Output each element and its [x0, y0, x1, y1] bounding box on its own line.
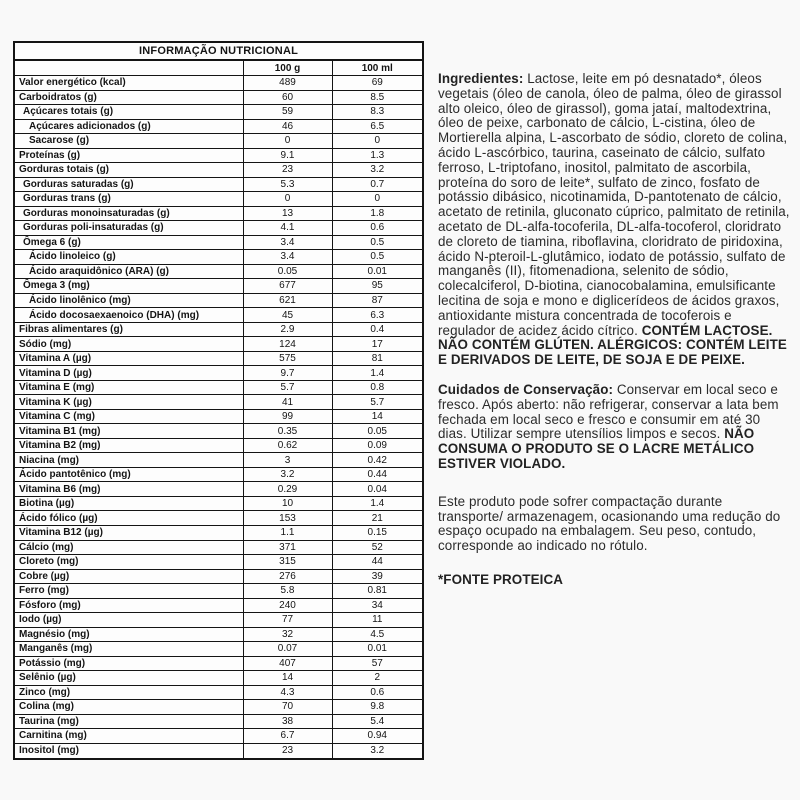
table-row [14, 627, 423, 642]
table-row [14, 714, 423, 729]
nutrient-label: Zinco (mg) [14, 685, 243, 700]
value-100g: 240 [243, 598, 332, 613]
value-100ml: 6.3 [332, 308, 423, 323]
nutrient-label: Ferro (mg) [14, 584, 243, 599]
table-row [14, 235, 423, 250]
value-100ml: 2 [332, 671, 423, 686]
value-100g: 3.4 [243, 250, 332, 265]
table-row [14, 163, 423, 178]
nutrient-label: Ácido linoleico (g) [14, 250, 243, 265]
value-100ml: 0.81 [332, 584, 423, 599]
nutrient-label: Niacina (mg) [14, 453, 243, 468]
table-row [14, 438, 423, 453]
value-100g: 13 [243, 206, 332, 221]
value-100g: 38 [243, 714, 332, 729]
nutrient-label: Vitamina E (mg) [14, 380, 243, 395]
value-100g: 77 [243, 613, 332, 628]
table-row [14, 424, 423, 439]
table-row [14, 540, 423, 555]
value-100g: 153 [243, 511, 332, 526]
value-100g: 0.05 [243, 264, 332, 279]
table-row [14, 351, 423, 366]
nutrient-label: Vitamina A (µg) [14, 351, 243, 366]
table-row [14, 453, 423, 468]
value-100ml: 57 [332, 656, 423, 671]
table-row [14, 685, 423, 700]
value-100ml: 34 [332, 598, 423, 613]
value-100ml: 0.7 [332, 177, 423, 192]
nutrient-label: Cobre (µg) [14, 569, 243, 584]
nutrient-label: Gorduras trans (g) [14, 192, 243, 207]
nutrient-label: Ácido araquidônico (ARA) (g) [14, 264, 243, 279]
value-100g: 2.9 [243, 322, 332, 337]
table-row [14, 395, 423, 410]
nutrient-label: Cloreto (mg) [14, 555, 243, 570]
value-100ml: 5.4 [332, 714, 423, 729]
ingredients-paragraph [438, 72, 790, 368]
table-row [14, 743, 423, 759]
table-row [14, 206, 423, 221]
table-row [14, 105, 423, 120]
value-100ml: 0.6 [332, 685, 423, 700]
value-100ml: 87 [332, 293, 423, 308]
table-row [14, 337, 423, 352]
value-100g: 1.1 [243, 525, 332, 540]
nutrient-label: Vitamina B2 (mg) [14, 438, 243, 453]
bold-text-segment: *FONTE PROTEICA [438, 571, 563, 587]
value-100g: 41 [243, 395, 332, 410]
table-row [14, 177, 423, 192]
nutrient-label: Colina (mg) [14, 700, 243, 715]
value-100ml: 0.04 [332, 482, 423, 497]
value-100ml: 17 [332, 337, 423, 352]
table-row [14, 569, 423, 584]
value-100ml: 0.01 [332, 264, 423, 279]
table-row [14, 76, 423, 91]
value-100ml: 0.42 [332, 453, 423, 468]
value-100ml: 52 [332, 540, 423, 555]
nutrient-label: Vitamina B6 (mg) [14, 482, 243, 497]
value-100ml: 11 [332, 613, 423, 628]
nutrient-label: Ácido docosaexaenoico (DHA) (mg) [14, 308, 243, 323]
nutrient-label: Ômega 6 (g) [14, 235, 243, 250]
table-row [14, 90, 423, 105]
nutrient-label: Gorduras monoinsaturadas (g) [14, 206, 243, 221]
nutrient-label: Gorduras saturadas (g) [14, 177, 243, 192]
value-100ml: 69 [332, 76, 423, 91]
table-row [14, 511, 423, 526]
nutrient-label: Inositol (mg) [14, 743, 243, 759]
value-100g: 575 [243, 351, 332, 366]
table-row [14, 308, 423, 323]
table-row [14, 322, 423, 337]
table-title-row [14, 42, 423, 60]
table-row [14, 148, 423, 163]
table-row [14, 482, 423, 497]
nutrient-label: Fibras alimentares (g) [14, 322, 243, 337]
table-row [14, 598, 423, 613]
value-100g: 4.3 [243, 685, 332, 700]
table-row [14, 584, 423, 599]
nutrient-label: Vitamina C (mg) [14, 409, 243, 424]
table-title: INFORMAÇÃO NUTRICIONAL [14, 42, 423, 60]
value-100ml: 81 [332, 351, 423, 366]
text-segment: Conservar em local seco e fresco. Após aberto: não refrigerar, conservar a lata bem fechada em local seco e fresco e consumir em até 30 dias. Utilizar sempre utensílios limpos e secos. [438, 381, 779, 442]
value-100ml: 0.5 [332, 250, 423, 265]
nutrient-label: Ômega 3 (mg) [14, 279, 243, 294]
value-100ml: 0.15 [332, 525, 423, 540]
value-100ml: 4.5 [332, 627, 423, 642]
table-row [14, 496, 423, 511]
value-100ml: 0.44 [332, 467, 423, 482]
value-100g: 5.7 [243, 380, 332, 395]
table-row [14, 613, 423, 628]
table-row [14, 192, 423, 207]
table-row [14, 293, 423, 308]
nutrient-label: Vitamina D (µg) [14, 366, 243, 381]
value-100g: 70 [243, 700, 332, 715]
table-row [14, 656, 423, 671]
value-100g: 4.1 [243, 221, 332, 236]
value-100g: 0 [243, 192, 332, 207]
value-100g: 60 [243, 90, 332, 105]
value-100ml: 8.5 [332, 90, 423, 105]
value-100g: 276 [243, 569, 332, 584]
value-100ml: 0.05 [332, 424, 423, 439]
table-row [14, 134, 423, 149]
nutrient-label: Valor energético (kcal) [14, 76, 243, 91]
nutrient-label: Iodo (µg) [14, 613, 243, 628]
value-100ml: 14 [332, 409, 423, 424]
bold-text-segment: Cuidados de Conservação: [438, 381, 617, 397]
nutrient-label: Carboidratos (g) [14, 90, 243, 105]
nutrient-label: Vitamina K (µg) [14, 395, 243, 410]
value-100g: 5.3 [243, 177, 332, 192]
value-100ml: 21 [332, 511, 423, 526]
conservation-paragraph [438, 383, 790, 472]
value-100ml: 5.7 [332, 395, 423, 410]
table-row [14, 279, 423, 294]
value-100g: 5.8 [243, 584, 332, 599]
value-100ml: 6.5 [332, 119, 423, 134]
nutrient-label: Gorduras poli-insaturadas (g) [14, 221, 243, 236]
value-100ml: 1.4 [332, 366, 423, 381]
value-100g: 6.7 [243, 729, 332, 744]
text-segment: Lactose, leite em pó desnatado*, óleos vegetais (óleo de canola, óleo de palma, óleo de girassol alto oleico, óleo de girassol), goma jataí, maltodextrina, óleo de peixe, carbonato de cálcio, L-cistina, óleo de Mortierella alpina, L-ascorbato de sódio, cloreto de colina, ácido L-ascórbico, taurina, caseinato de cálcio, sulfato ferroso, L-triptofano, inositol, palmitato de ascorbila, proteína do soro de leite*, sulfato de zinco, fosfato de potássio dibásico, nicotinamida, D-pantotenato de cálcio, acetato de retinila, gluconato cúprico, palmitato de retinila, acetato de DL-alfa-tocoferila, DL-alfa-tocoferol, cloridrato de cloreto de tiamina, riboflavina, cloridrato de piridoxina, ácido N-pteroil-L-glutâmico, iodato de potássio, sulfato de manganês (II), fitomenadiona, selenito de sódio, colecalciferol, D-biotina, cianocobalamina, emulsificante lecitina de soja e mono e diglicerídeos de ácidos graxos, antioxidante mistura concentrada de tocoferois e regulador de acidez ácido cítrico. [438, 71, 790, 338]
col-header-100ml: 100 ml [332, 60, 423, 76]
nutrient-label: Sacarose (g) [14, 134, 243, 149]
value-100g: 0.29 [243, 482, 332, 497]
nutrient-label: Açúcares adicionados (g) [14, 119, 243, 134]
nutrition-table [13, 41, 424, 760]
value-100ml: 1.8 [332, 206, 423, 221]
table-row [14, 729, 423, 744]
value-100ml: 9.8 [332, 700, 423, 715]
table-row [14, 221, 423, 236]
value-100g: 407 [243, 656, 332, 671]
value-100g: 124 [243, 337, 332, 352]
table-row [14, 366, 423, 381]
table-row [14, 250, 423, 265]
nutrient-label: Vitamina B12 (µg) [14, 525, 243, 540]
nutrient-label: Manganês (mg) [14, 642, 243, 657]
value-100ml: 0 [332, 192, 423, 207]
value-100ml: 3.2 [332, 743, 423, 759]
value-100ml: 0.6 [332, 221, 423, 236]
value-100ml: 39 [332, 569, 423, 584]
value-100g: 23 [243, 163, 332, 178]
value-100g: 677 [243, 279, 332, 294]
value-100g: 489 [243, 76, 332, 91]
table-row [14, 264, 423, 279]
value-100ml: 3.2 [332, 163, 423, 178]
value-100ml: 0.8 [332, 380, 423, 395]
value-100g: 46 [243, 119, 332, 134]
nutrient-label: Potássio (mg) [14, 656, 243, 671]
value-100ml: 0.94 [332, 729, 423, 744]
value-100g: 14 [243, 671, 332, 686]
value-100g: 0.07 [243, 642, 332, 657]
value-100g: 0.35 [243, 424, 332, 439]
value-100g: 0 [243, 134, 332, 149]
value-100ml: 8.3 [332, 105, 423, 120]
nutrient-label: Ácido linolênico (mg) [14, 293, 243, 308]
value-100ml: 0.09 [332, 438, 423, 453]
value-100g: 621 [243, 293, 332, 308]
value-100ml: 1.4 [332, 496, 423, 511]
value-100ml: 0.5 [332, 235, 423, 250]
value-100ml: 95 [332, 279, 423, 294]
table-row [14, 119, 423, 134]
protein-source-note [438, 573, 790, 588]
nutrient-label: Taurina (mg) [14, 714, 243, 729]
nutrient-label: Carnitina (mg) [14, 729, 243, 744]
value-100g: 3.2 [243, 467, 332, 482]
value-100ml: 0 [332, 134, 423, 149]
table-row [14, 700, 423, 715]
value-100g: 45 [243, 308, 332, 323]
text-segment: Este produto pode sofrer compactação durante transporte/ armazenagem, ocasionando uma redução do espaço ocupado na embalagem. Seu peso, contudo, corresponde ao indicado no rótulo. [438, 493, 781, 554]
nutrient-label: Proteínas (g) [14, 148, 243, 163]
value-100ml: 0.4 [332, 322, 423, 337]
value-100g: 315 [243, 555, 332, 570]
bold-text-segment: NÃO CONSUMA O PRODUTO SE O LACRE METÁLICO ESTIVER VIOLADO. [438, 426, 755, 471]
table-row [14, 642, 423, 657]
nutrient-label: Fósforo (mg) [14, 598, 243, 613]
nutrient-label: Ácido pantotênico (mg) [14, 467, 243, 482]
value-100g: 59 [243, 105, 332, 120]
value-100ml: 44 [332, 555, 423, 570]
info-panel [438, 72, 790, 588]
nutrient-label: Vitamina B1 (mg) [14, 424, 243, 439]
table-row [14, 671, 423, 686]
unit-header-row [14, 60, 423, 76]
value-100ml: 0.01 [332, 642, 423, 657]
value-100g: 0.62 [243, 438, 332, 453]
col-header-100g: 100 g [243, 60, 332, 76]
bold-text-segment: Ingredientes: [438, 71, 528, 86]
value-100g: 99 [243, 409, 332, 424]
value-100g: 3 [243, 453, 332, 468]
nutrient-label: Açúcares totais (g) [14, 105, 243, 120]
value-100g: 23 [243, 743, 332, 759]
table-row [14, 380, 423, 395]
nutrient-label: Biotina (µg) [14, 496, 243, 511]
table-row [14, 525, 423, 540]
nutrient-label: Sódio (mg) [14, 337, 243, 352]
value-100g: 371 [243, 540, 332, 555]
value-100g: 3.4 [243, 235, 332, 250]
table-row [14, 409, 423, 424]
compaction-paragraph [438, 495, 790, 554]
nutrient-label: Selênio (µg) [14, 671, 243, 686]
bold-text-segment: CONTÉM LACTOSE. NÃO CONTÉM GLÚTEN. ALÉRGICOS: CONTÉM LEITE E DERIVADOS DE LEITE, DE SOJA E DE PEIXE. [438, 322, 787, 368]
empty-header-cell [14, 60, 243, 76]
value-100g: 9.7 [243, 366, 332, 381]
value-100g: 10 [243, 496, 332, 511]
value-100ml: 1.3 [332, 148, 423, 163]
value-100g: 32 [243, 627, 332, 642]
nutrient-label: Cálcio (mg) [14, 540, 243, 555]
nutrient-label: Gorduras totais (g) [14, 163, 243, 178]
value-100g: 9.1 [243, 148, 332, 163]
table-row [14, 555, 423, 570]
nutrient-label: Magnésio (mg) [14, 627, 243, 642]
nutrient-label: Ácido fólico (µg) [14, 511, 243, 526]
table-row [14, 467, 423, 482]
